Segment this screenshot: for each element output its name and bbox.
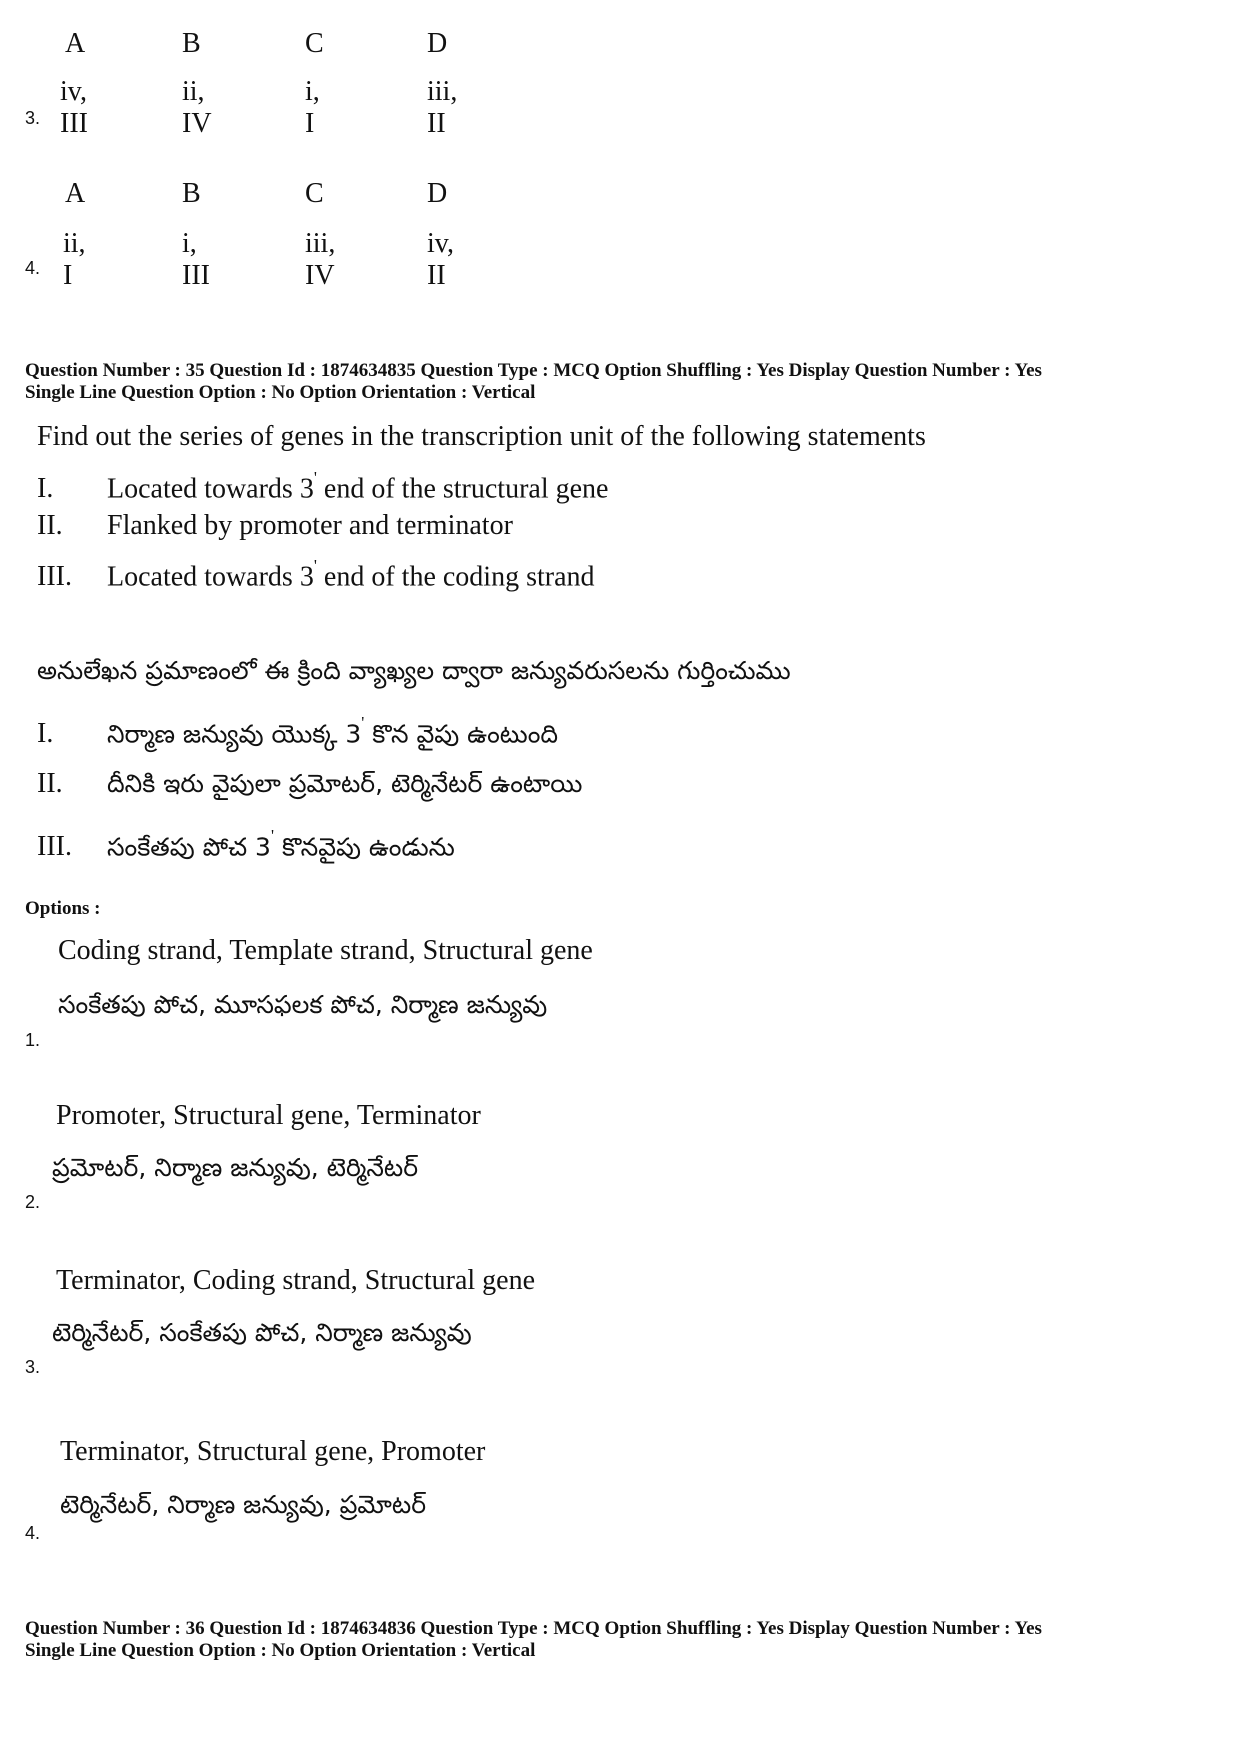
prev-option-4-number: 4. xyxy=(25,258,41,278)
value-a: ii, I xyxy=(63,228,86,291)
meta-line-1: Question Number : 36 Question Id : 1874634836 Question Type : MCQ Option Shuffling : Yes Display Question Number : Yes xyxy=(25,1618,1042,1639)
statement-text: నిర్మాణ జన్యువు యొక్క 3 xyxy=(107,719,362,749)
options-label: Options : xyxy=(25,898,101,919)
statement-text: Flanked by promoter and terminator xyxy=(107,510,513,541)
header-b: B xyxy=(182,28,201,59)
statement-en-1 xyxy=(37,465,608,506)
option-text-te: సంకేతపు పోచ, మూసఫలక పోచ, నిర్మాణ జన్యువు xyxy=(58,990,548,1019)
question-36-meta xyxy=(25,1618,1225,1662)
value-b: i, III xyxy=(182,228,210,291)
roman-numeral: I. xyxy=(37,718,54,750)
option-text-te: ప్రమోటర్, నిర్మాణ జన్యువు, టెర్మినేటర్ xyxy=(52,1153,419,1182)
prime-mark: ' xyxy=(313,468,317,487)
statement-text: దీనికి ఇరు వైపులా ప్రమోటర్, టెర్మినేటర్ ఉంటాయి xyxy=(107,769,583,798)
question-35-meta xyxy=(25,360,1225,404)
option-number: 1. xyxy=(25,1030,41,1050)
value-c: iii, IV xyxy=(305,228,336,291)
statement-text-tail: కొన వైపు ఉంటుంది xyxy=(364,719,559,749)
roman-numeral: II. xyxy=(37,768,63,799)
statement-text: సంకేతపు పోచ 3 xyxy=(107,832,271,862)
header-d: D xyxy=(427,178,448,209)
prev-option-3-number: 3. xyxy=(25,108,41,128)
statement-text-tail: end of the coding strand xyxy=(316,561,595,593)
question-35-text-en: Find out the series of genes in the transcription unit of the following statements xyxy=(37,421,926,452)
header-c: C xyxy=(305,28,324,59)
option-text-en: Terminator, Structural gene, Promoter xyxy=(60,1436,486,1467)
meta-line-2: Single Line Question Option : No Option Orientation : Vertical xyxy=(25,382,536,403)
value-d: iv, II xyxy=(427,228,454,291)
prime-mark: ' xyxy=(270,826,275,845)
prime-mark: ' xyxy=(361,713,365,732)
statement-text-tail: end of the structural gene xyxy=(316,473,609,505)
value-c: i, I xyxy=(305,76,320,139)
option-number: 3. xyxy=(25,1357,41,1377)
option-text-en: Promoter, Structural gene, Terminator xyxy=(56,1100,481,1131)
value-d: iii, II xyxy=(427,76,458,139)
header-c: C xyxy=(305,178,324,209)
roman-numeral: III. xyxy=(37,831,72,863)
statement-text: Located towards 3 xyxy=(107,561,314,593)
statement-en-2 xyxy=(37,509,513,543)
option-number: 2. xyxy=(25,1192,41,1212)
statement-en-3 xyxy=(37,553,595,594)
header-a: A xyxy=(65,178,86,209)
option-text-en: Terminator, Coding strand, Structural gene xyxy=(56,1265,536,1296)
option-text-en: Coding strand, Template strand, Structural gene xyxy=(58,935,593,966)
roman-numeral: I. xyxy=(37,473,54,505)
statement-text-tail: కొనవైపు ఉండును xyxy=(274,832,455,862)
value-a: iv, III xyxy=(60,76,88,139)
option-text-te: టెర్మినేటర్, సంకేతపు పోచ, నిర్మాణ జన్యువు xyxy=(52,1318,472,1347)
roman-numeral: III. xyxy=(37,561,72,593)
roman-numeral: II. xyxy=(37,510,63,541)
statement-text: Located towards 3 xyxy=(107,473,314,505)
option-number: 4. xyxy=(25,1523,41,1543)
question-35-text-te: అనులేఖన ప్రమాణంలో ఈ క్రింది వ్యాఖ్యల ద్వారా జన్యువరుసలను గుర్తించుము xyxy=(37,656,791,685)
option-text-te: టెర్మినేటర్, నిర్మాణ జన్యువు, ప్రమోటర్ xyxy=(60,1490,427,1519)
prime-mark: ' xyxy=(313,556,317,575)
statement-te-2 xyxy=(37,767,582,801)
meta-line-1: Question Number : 35 Question Id : 1874634835 Question Type : MCQ Option Shuffling : Yes Display Question Number : Yes xyxy=(25,360,1042,381)
header-d: D xyxy=(427,28,448,59)
meta-line-2: Single Line Question Option : No Option Orientation : Vertical xyxy=(25,1640,536,1661)
statement-te-1 xyxy=(37,710,558,751)
header-b: B xyxy=(182,178,201,209)
statement-te-3 xyxy=(37,823,455,864)
value-b: ii, IV xyxy=(182,76,212,139)
header-a: A xyxy=(65,28,86,59)
